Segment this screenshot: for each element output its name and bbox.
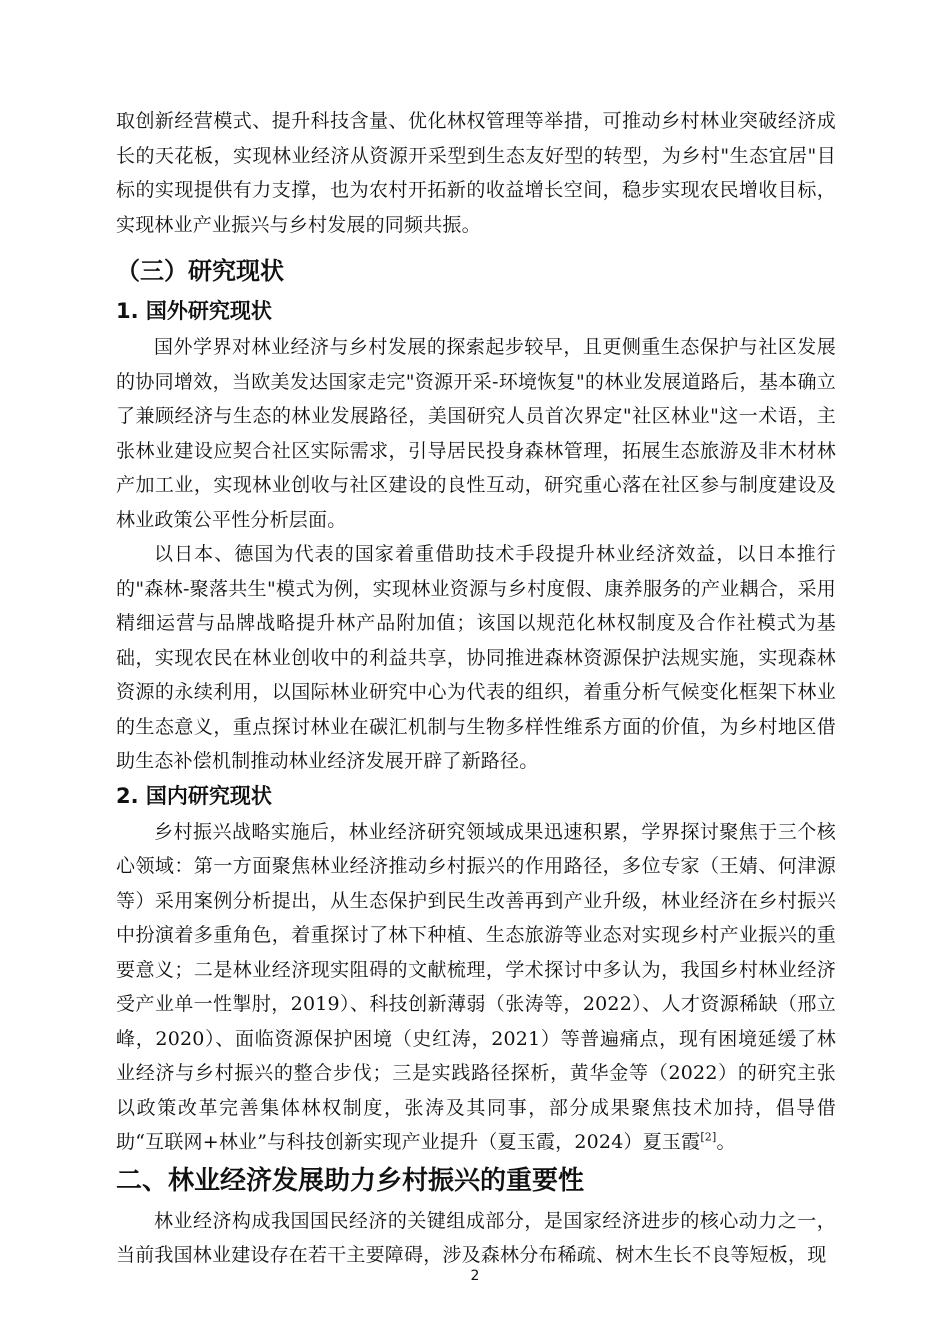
citation-footnote-marker: [2]: [700, 1130, 717, 1144]
paragraph-domestic-1: [116, 815, 836, 1160]
paragraph-foreign-2: 以日本、德国为代表的国家着重借助技术手段提升林业经济效益，以日本推行的"森林-聚落共生"模式为例，实现林业资源与乡村度假、康养服务的产业耦合，采用精细运营与品牌战略提升林产品附加值；该国以规范化林权制度及合作社模式为基础，实现农民在林业创收中的利益共享，协同推进森林资源保护法规实施，实现森林资源的永续利用，以国际林业研究中心为代表的组织，着重分析气候变化框架下林业的生态意义，重点探讨林业在碳汇机制与生物多样性维系方面的价值，为乡村地区借助生态补偿机制推动林业经济发展开辟了新路径。: [116, 543, 836, 772]
heading-importance: 二、林业经济发展助力乡村振兴的重要性: [116, 1165, 585, 1196]
paragraph-importance-1: 林业经济构成我国国民经济的关键组成部分，是国家经济进步的核心动力之一，当前我国林业建设存在若干主要障碍，涉及森林分布稀疏、树木生长不良等短板，现: [116, 1209, 836, 1266]
paragraph-domestic-1-text: 乡村振兴战略实施后，林业经济研究领域成果迅速积累，学界探讨聚焦于三个核心领域：第一方面聚焦林业经济推动乡村振兴的作用路径，多位专家（王婧、何津源等）采用案例分析提出，从生态保护到民生改善再到产业升级，林业经济在乡村振兴中扮演着多重角色，着重探讨了林下种植、生态旅游等业态对实现乡村产业振兴的重要意义；二是林业经济现实阻碍的文献梳理，学术探讨中多认为，我国乡村林业经济受产业单一性掣肘，2019）、科技创新薄弱（张涛等，2022）、人才资源稀缺（邢立峰，2020）、面临资源保护困境（史红涛，2021）等普遍痛点，现有困境延缓了林业经济与乡村振兴的整合步伐；三是实践路径探析，黄华金等（2022）的研究主张以政策改革完善集体林权制度，张涛及其同事，部分成果聚焦技术加持，倡导借助“互联网+林业”与科技创新实现产业提升（夏玉霞，2024）夏玉霞: [116, 820, 836, 1153]
page-number: 2: [470, 1268, 480, 1284]
paragraph-foreign-1: 国外学界对林业经济与乡村发展的探索起步较早，且更侧重生态保护与社区发展的协同增效，当欧美发达国家走完"资源开采-环境恢复"的林业发展道路后，基本确立了兼顾经济与生态的林业发展路径，美国研究人员首次界定"社区林业"这一术语，主张林业建设应契合社区实际需求，引导居民投身森林管理，拓展生态旅游及非木材林产加工业，实现林业创收与社区建设的良性互动，研究重心落在社区参与制度建设及林业政策公平性分析层面。: [116, 336, 836, 531]
heading-research-status: （三）研究现状: [116, 257, 284, 285]
page-body: [116, 104, 836, 1273]
paragraph-intro-continuation: 取创新经营模式、提升科技含量、优化林权管理等举措，可推动乡村林业突破经济成长的天花板，实现林业经济从资源开采型到生态友好型的转型，为乡村"生态宜居"目标的实现提供有力支撑，也为农村开拓新的收益增长空间，稳步实现农民增收目标，实现林业产业振兴与乡村发展的同频共振。: [116, 110, 836, 236]
paragraph-domestic-1-end: 。: [716, 1131, 736, 1153]
heading-foreign-research: 1. 国外研究现状: [116, 299, 272, 323]
heading-domestic-research: 2. 国内研究现状: [116, 783, 272, 808]
